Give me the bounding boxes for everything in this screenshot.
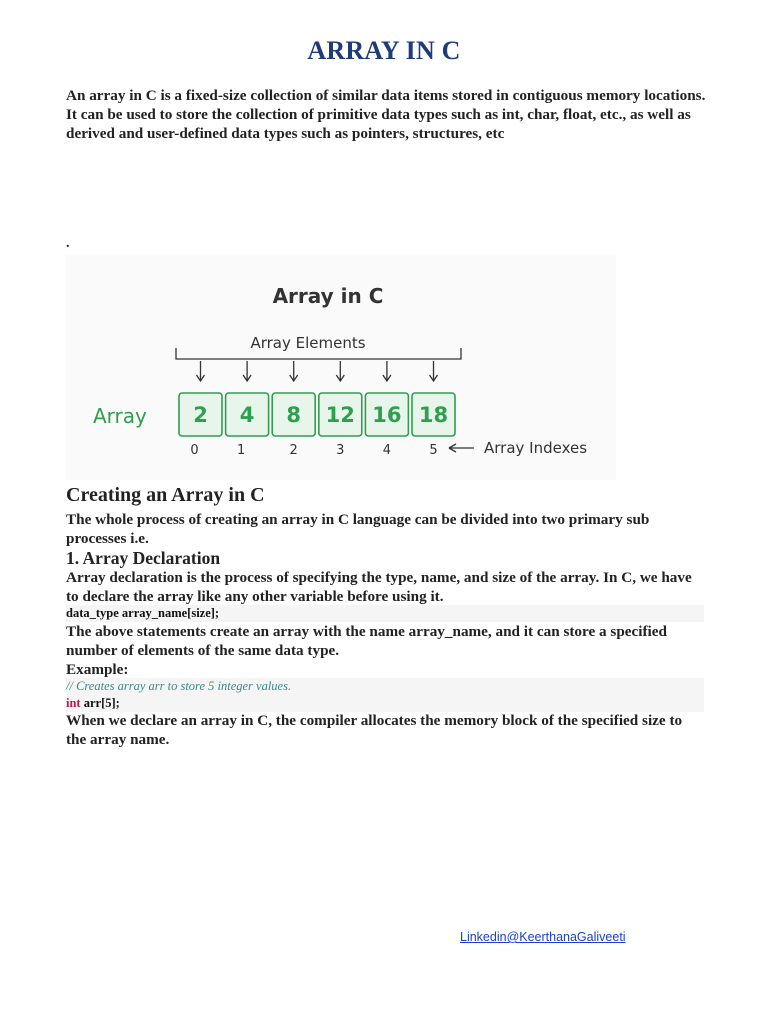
array-cell-value: 8 — [286, 403, 302, 427]
linkedin-link[interactable]: Linkedin@KeerthanaGaliveeti — [460, 930, 626, 944]
array-index: 3 — [336, 443, 345, 458]
element-arrows — [197, 361, 438, 381]
diagram-elements-label: Array Elements — [250, 334, 366, 352]
array-cells — [179, 393, 455, 436]
array-diagram — [66, 255, 616, 480]
array-cell-value: 18 — [418, 403, 449, 427]
declaration-paragraph: Array declaration is the process of specifying the type, name, and size of the array. In C, we have to declare the array like any other variable before using it. — [66, 569, 692, 605]
array-index: 0 — [190, 443, 199, 458]
syntax-code-line: data_type array_name[size]; — [66, 605, 704, 622]
code-comment-line — [66, 678, 704, 695]
diagram-title: Array in C — [272, 284, 384, 308]
section-paragraph: The whole process of creating an array in C language can be divided into two primary sub processes i.e. — [66, 511, 650, 547]
array-index: 4 — [382, 443, 392, 458]
array-cell-value: 12 — [325, 403, 355, 427]
array-cell-value: 2 — [193, 403, 208, 427]
array-cell-value: 4 — [239, 403, 255, 427]
section-heading: Creating an Array in C — [66, 484, 265, 506]
array-index: 5 — [429, 443, 438, 458]
code-comment: // Creates array arr to store 5 integer values. — [66, 679, 292, 693]
declaration-heading: 1. Array Declaration — [66, 548, 221, 568]
page-title: ARRAY IN C — [307, 36, 461, 65]
code-keyword: int — [66, 696, 81, 710]
array-cell-value: 16 — [372, 403, 402, 427]
array-indexes — [190, 443, 437, 458]
diagram-indexes-label: Array Indexes — [484, 439, 588, 457]
closing-paragraph: When we declare an array in C, the compiler allocates the memory block of the specified size to the array name. — [66, 712, 683, 748]
after-syntax-paragraph: The above statements create an array with the name array_name, and it can store a specified number of elements of the same data type. — [66, 623, 667, 659]
array-diagram-svg — [66, 255, 616, 480]
code-declaration-line — [66, 695, 704, 712]
code-rest: arr[5]; — [80, 696, 120, 710]
array-index: 2 — [289, 443, 298, 458]
array-index: 1 — [236, 443, 246, 458]
example-label: Example: — [66, 661, 129, 678]
diagram-array-label: Array — [93, 404, 147, 428]
intro-paragraph: An array in C is a fixed-size collection of similar data items stored in contiguous memory locations. It can be used to store the collection of primitive data types such as int, char, float, etc., as well as derived and user-defined data types such as pointers, structures, etc — [66, 87, 706, 142]
stray-dot: . — [66, 236, 70, 251]
